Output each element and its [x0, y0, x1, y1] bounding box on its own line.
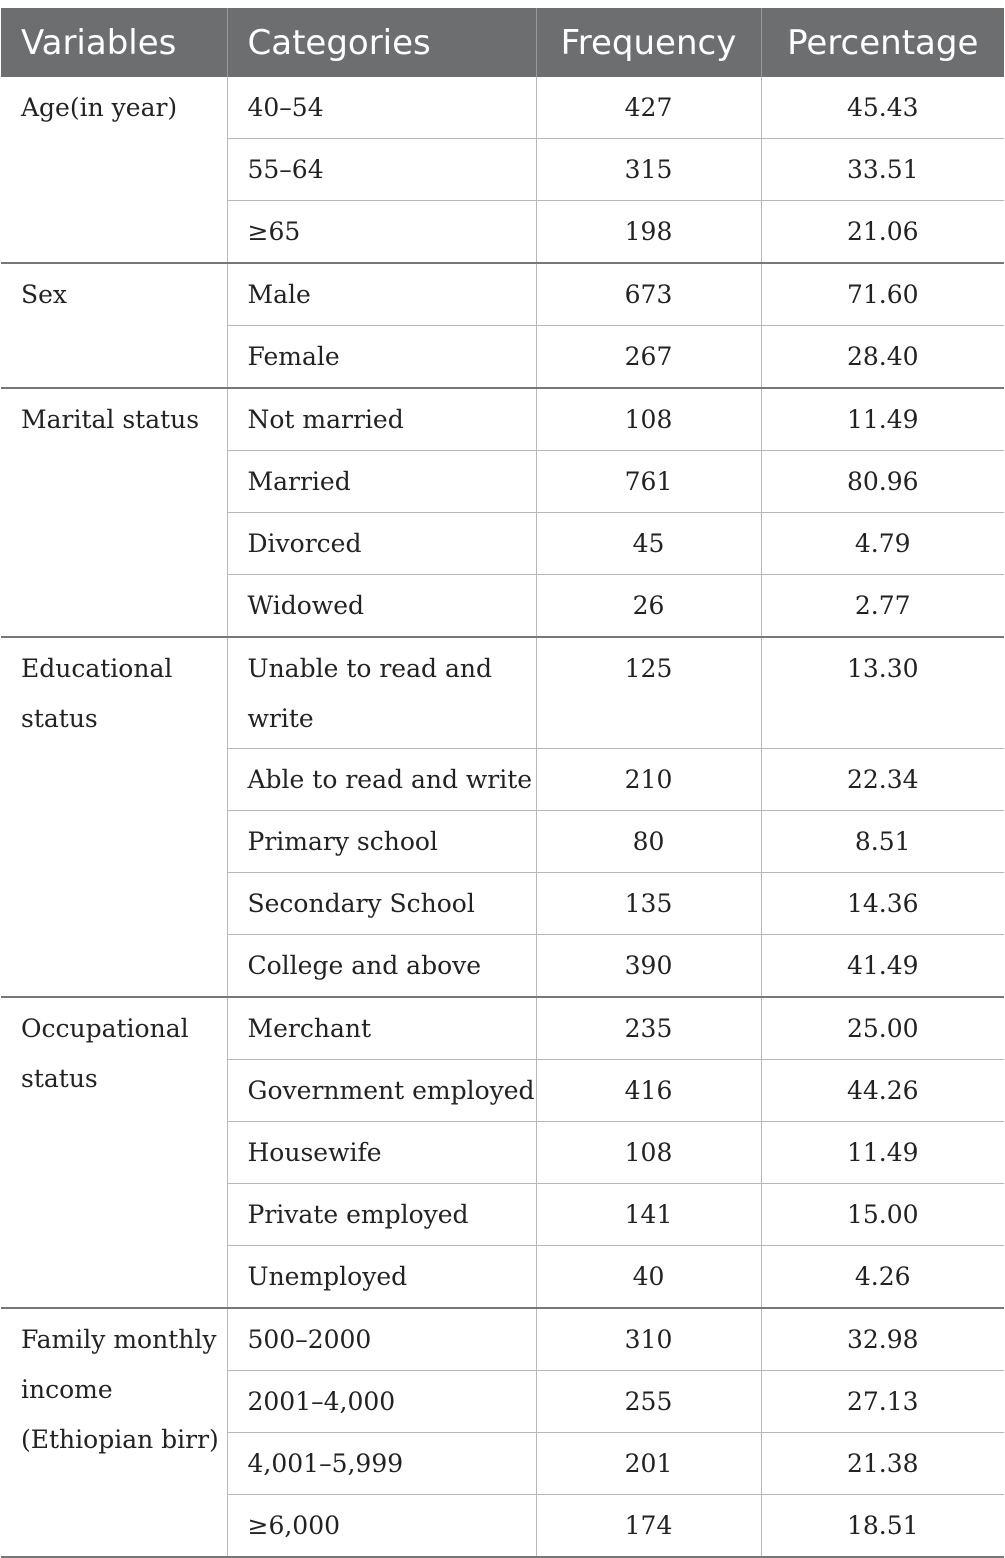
percentage-cell: 8.51	[761, 811, 1004, 873]
header-categories: Categories	[227, 8, 536, 77]
frequency-cell: 416	[536, 1060, 761, 1122]
category-cell: Male	[227, 263, 536, 326]
variable-cell: Educational status	[1, 637, 227, 997]
category-cell: 2001–4,000	[227, 1371, 536, 1433]
category-cell: Divorced	[227, 513, 536, 575]
percentage-cell: 4.79	[761, 513, 1004, 575]
percentage-cell: 27.13	[761, 1371, 1004, 1433]
percentage-cell: 21.38	[761, 1433, 1004, 1495]
frequency-cell: 267	[536, 326, 761, 389]
frequency-cell: 673	[536, 263, 761, 326]
frequency-cell: 108	[536, 388, 761, 451]
category-cell: Unemployed	[227, 1246, 536, 1309]
table-row	[1, 1308, 1004, 1371]
percentage-cell: 4.26	[761, 1246, 1004, 1309]
frequency-cell: 310	[536, 1308, 761, 1371]
variable-cell: Family monthly income (Ethiopian birr)	[1, 1308, 227, 1557]
frequency-cell: 761	[536, 451, 761, 513]
table-row	[1, 637, 1004, 749]
category-cell: Female	[227, 326, 536, 389]
frequency-cell: 315	[536, 139, 761, 201]
frequency-cell: 108	[536, 1122, 761, 1184]
category-cell: Private employed	[227, 1184, 536, 1246]
category-cell: Merchant	[227, 997, 536, 1060]
frequency-cell: 40	[536, 1246, 761, 1309]
frequency-cell: 125	[536, 637, 761, 749]
category-cell: Not married	[227, 388, 536, 451]
variable-cell: Sex	[1, 263, 227, 388]
percentage-cell: 33.51	[761, 139, 1004, 201]
category-cell: College and above	[227, 935, 536, 998]
frequency-cell: 198	[536, 201, 761, 264]
percentage-cell: 18.51	[761, 1495, 1004, 1558]
category-cell: 4,001–5,999	[227, 1433, 536, 1495]
table-row	[1, 388, 1004, 451]
frequency-cell: 210	[536, 749, 761, 811]
percentage-cell: 41.49	[761, 935, 1004, 998]
category-cell: Widowed	[227, 575, 536, 638]
frequency-cell: 201	[536, 1433, 761, 1495]
frequency-cell: 135	[536, 873, 761, 935]
frequency-cell: 26	[536, 575, 761, 638]
percentage-cell: 15.00	[761, 1184, 1004, 1246]
percentage-cell: 11.49	[761, 388, 1004, 451]
category-cell: Government employed	[227, 1060, 536, 1122]
frequency-cell: 235	[536, 997, 761, 1060]
percentage-cell: 44.26	[761, 1060, 1004, 1122]
percentage-cell: 28.40	[761, 326, 1004, 389]
percentage-cell: 13.30	[761, 637, 1004, 749]
frequency-cell: 45	[536, 513, 761, 575]
header-variables: Variables	[1, 8, 227, 77]
percentage-cell: 21.06	[761, 201, 1004, 264]
category-cell: Married	[227, 451, 536, 513]
percentage-cell: 2.77	[761, 575, 1004, 638]
table-row	[1, 997, 1004, 1060]
category-cell: Housewife	[227, 1122, 536, 1184]
category-cell: Primary school	[227, 811, 536, 873]
percentage-cell: 71.60	[761, 263, 1004, 326]
demographics-table	[1, 8, 1004, 1558]
percentage-cell: 80.96	[761, 451, 1004, 513]
category-cell: Secondary School	[227, 873, 536, 935]
percentage-cell: 32.98	[761, 1308, 1004, 1371]
table-row	[1, 263, 1004, 326]
category-cell: ≥65	[227, 201, 536, 264]
frequency-cell: 427	[536, 77, 761, 139]
frequency-cell: 80	[536, 811, 761, 873]
header-frequency: Frequency	[536, 8, 761, 77]
category-cell: 40–54	[227, 77, 536, 139]
percentage-cell: 25.00	[761, 997, 1004, 1060]
variable-cell: Marital status	[1, 388, 227, 637]
variable-cell: Age(in year)	[1, 77, 227, 263]
frequency-cell: 174	[536, 1495, 761, 1558]
header-percentage: Percentage	[761, 8, 1004, 77]
category-cell: Unable to read and write	[227, 637, 536, 749]
table-row	[1, 77, 1004, 139]
percentage-cell: 45.43	[761, 77, 1004, 139]
category-cell: 55–64	[227, 139, 536, 201]
percentage-cell: 22.34	[761, 749, 1004, 811]
frequency-cell: 390	[536, 935, 761, 998]
percentage-cell: 14.36	[761, 873, 1004, 935]
table-body	[1, 77, 1004, 1557]
table-header	[1, 8, 1004, 77]
header-row	[1, 8, 1004, 77]
category-cell: ≥6,000	[227, 1495, 536, 1558]
frequency-cell: 141	[536, 1184, 761, 1246]
percentage-cell: 11.49	[761, 1122, 1004, 1184]
category-cell: Able to read and write	[227, 749, 536, 811]
category-cell: 500–2000	[227, 1308, 536, 1371]
variable-cell: Occupational status	[1, 997, 227, 1308]
frequency-cell: 255	[536, 1371, 761, 1433]
